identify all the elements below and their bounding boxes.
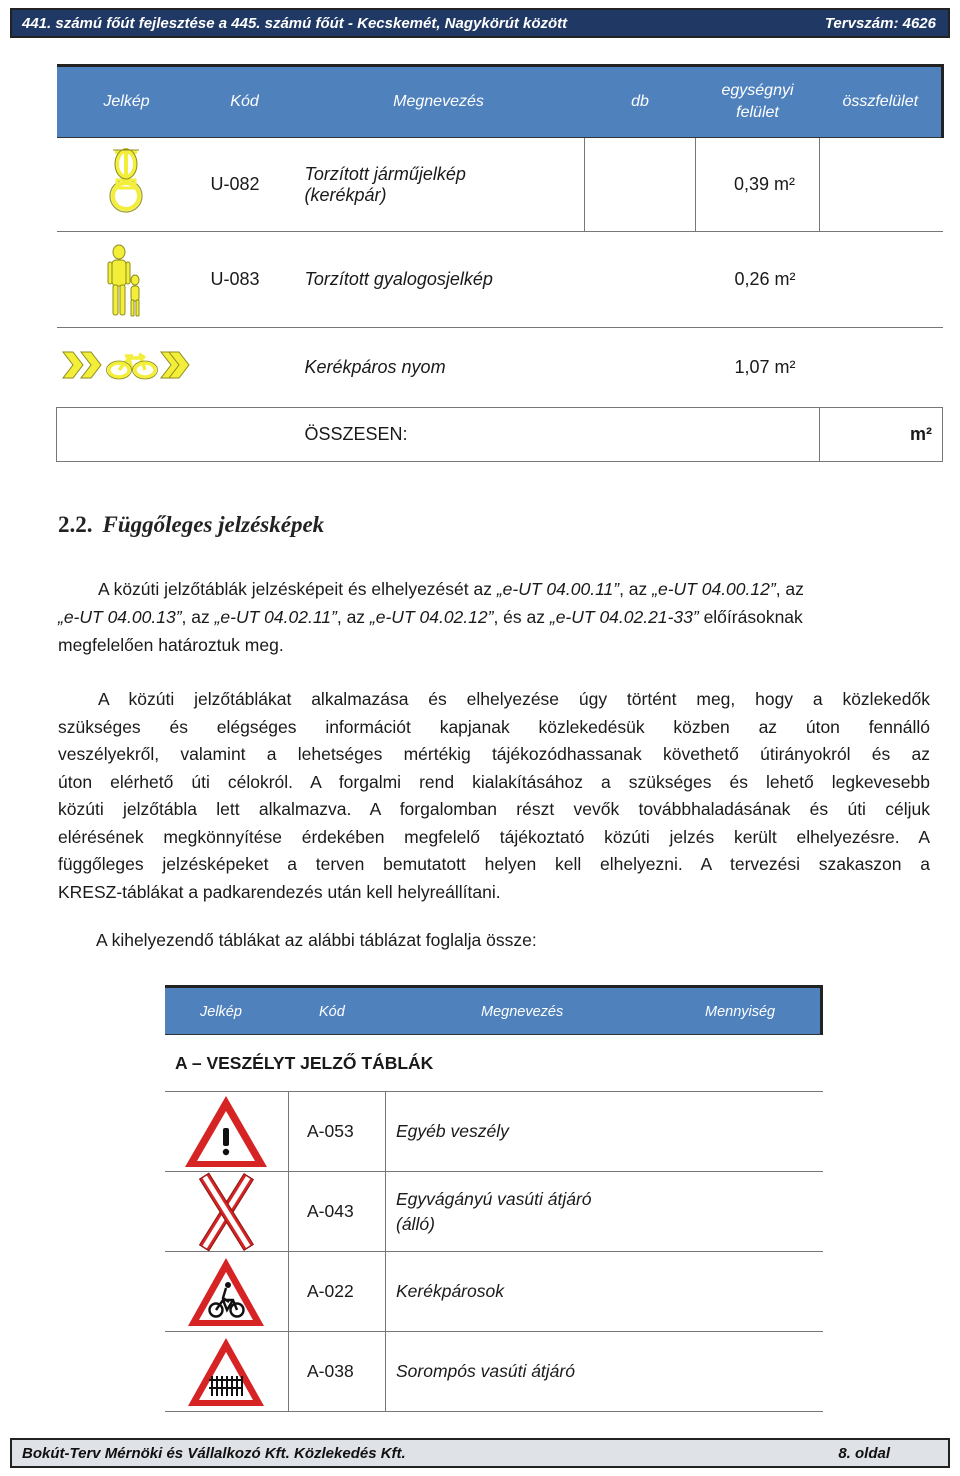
table-row [165,1092,823,1172]
unit-area-cell: 1,07 m² [696,328,820,408]
col-unit-area: egységnyi felület [696,66,820,138]
body-paragraph: A közúti jelzőtáblákat alkalmazása és elhelyezése úgy történt meg, hogy a közlekedők szükséges és elégséges információt kapjanak közlekedésük közben az úton fennálló veszélyekről, valamint a lehetséges mértékig tájékozódhassanak követhető útirányokról és az úton elérhető úti célokról. A forgalmi rend kialakításához a szükséges és lehető legkevesebb közúti jelzőtábla lett alkalmazva. A forgalomban részt vevők továbbhaladásának és úti céljuk elérésének megkönnyítése érdekében megfelelő tájékoztató közúti jelzés került elhelyezésre. A függőleges jelzésképeket a terven bemutatott helyen kell elhelyezni. A tervezési szakaszon a KRESZ-táblákat a padkarendezés után kell helyreállítani. [58,689,930,902]
symbol-cell [57,232,197,328]
pedestrian-marking-icon [57,232,197,322]
marking-table [56,64,944,462]
plan-number: Tervszám: 4626 [824,15,936,32]
table-row [57,138,943,232]
total-area-cell [820,328,943,408]
col-symbol: Jelkép [57,66,197,138]
sign-table-header [165,985,823,1035]
section-title: Függőleges jelzésképek [102,512,325,537]
danger-sign-icon [171,1092,281,1172]
name-cell: Kerékpárosok [396,1281,504,1301]
sign-category: A – VESZÉLYT JELZŐ TÁBLÁK [165,1035,823,1092]
code-cell: U-083 [197,232,293,328]
symbol-cell [57,328,197,408]
document-title: 441. számú főút fejlesztése a 445. számú főút - Kecskemét, Nagykörút között [22,15,568,32]
page-header [10,8,950,38]
col-name: Megnevezés [481,1004,564,1020]
name-cell: Sorompós vasúti átjáró [396,1361,575,1381]
code-cell: A-022 [289,1252,386,1331]
table-row [165,1252,823,1332]
code-cell: A-038 [289,1332,386,1411]
col-count: db [585,66,696,138]
col-name: Megnevezés [293,66,585,138]
company-name: Bokút-Terv Mérnöki és Vállalkozó Kft. Közlekedés Kft. [22,1445,406,1462]
code-cell: U-082 [197,138,293,232]
page-footer [10,1438,950,1468]
name-cell: Torzított gyalogosjelkép [293,232,585,328]
unit-area-cell: 0,39 m² [696,138,820,232]
symbol-cell [57,138,197,232]
name-cell: Kerékpáros nyom [293,328,585,408]
section-number: 2.2. [58,512,93,537]
table-row [165,1332,823,1412]
count-cell [585,138,696,232]
name-cell: Egyvágányú vasúti átjáró (álló) [396,1188,592,1234]
name-cell: Egyéb veszély [396,1121,509,1141]
page-number: 8. oldal [838,1445,890,1462]
table-row [165,1172,823,1252]
col-code: Kód [319,1004,345,1020]
total-row [57,408,943,462]
bicycle-marking-icon [57,138,197,226]
cycle-track-marking-icon [57,328,197,402]
code-cell: A-053 [289,1092,386,1171]
name-cell: Torzított járműjelkép (kerékpár) [293,138,585,232]
cyclists-sign-icon [171,1252,281,1332]
col-total-area: összfelület [820,66,943,138]
code-cell: A-043 [289,1172,386,1251]
railway-cross-icon [171,1172,281,1252]
total-area-cell [820,138,943,232]
code-cell [197,328,293,408]
table-intro: A kihelyezendő táblákat az alábbi táblázat foglalja össze: [96,930,537,950]
table-row [57,328,943,408]
count-cell [585,232,696,328]
total-unit: m² [820,408,943,462]
unit-area-cell: 0,26 m² [696,232,820,328]
barrier-crossing-icon [171,1332,281,1412]
table-row [57,232,943,328]
total-area-cell [820,232,943,328]
section-heading [58,512,324,538]
col-symbol: Jelkép [200,1004,242,1020]
intro-paragraph: A közúti jelzőtáblák jelzésképeit és elhelyezését az „e-UT 04.00.11”, az „e-UT 04.00.12”, az „e-UT 04.00.13”, az „e-UT 04.02.11”, az „e-UT 04.02.12”, és az „e-UT 04.02.21-33” előírásoknak megfelelően határoztuk meg. [58,579,804,655]
total-label: ÖSSZESEN: [293,408,585,462]
col-quantity: Mennyiség [705,1004,776,1020]
col-code: Kód [197,66,293,138]
count-cell [585,328,696,408]
marking-table-header [57,66,943,138]
